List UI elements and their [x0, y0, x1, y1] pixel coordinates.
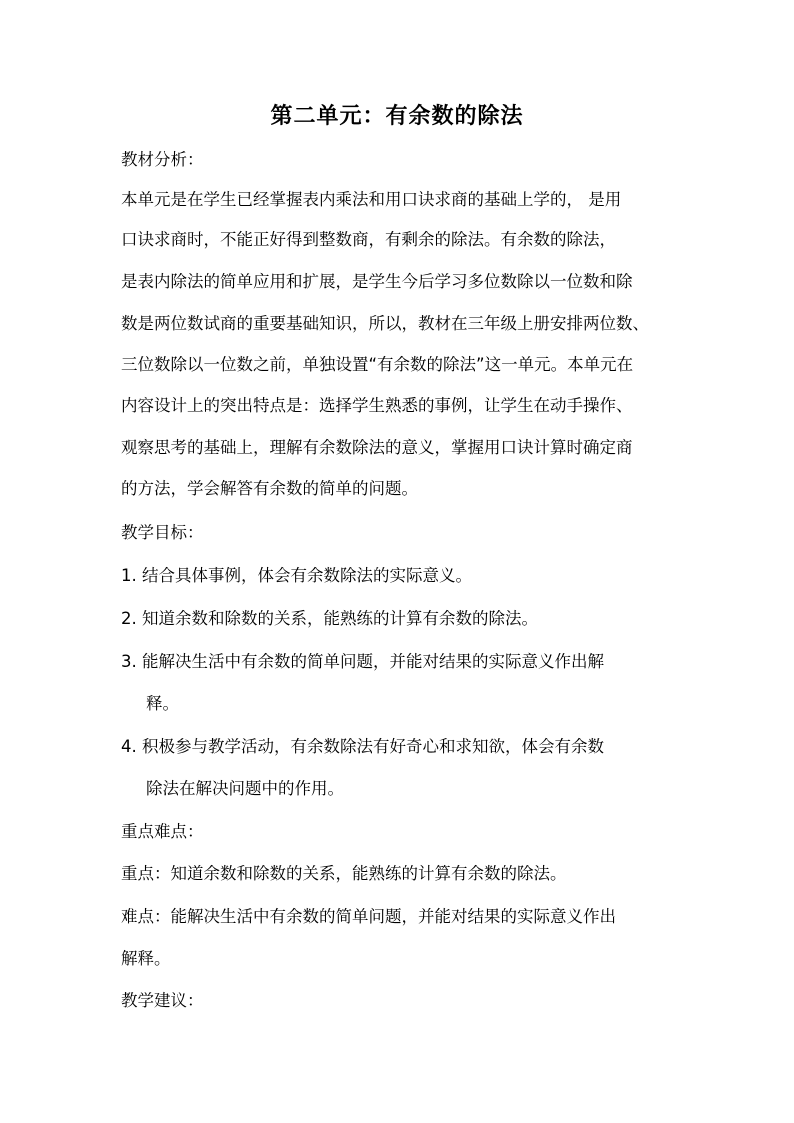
analysis-line: 本单元是在学生已经掌握表内乘法和用口诀求商的基础上学的， 是用: [121, 190, 622, 209]
analysis-line: 口诀求商时，不能正好得到整数商，有剩余的除法。有余数的除法，: [121, 230, 616, 249]
goal-item-continuation: 释。: [146, 694, 179, 713]
analysis-line: 是表内除法的简单应用和扩展，是学生今后学习多位数除以一位数和除: [121, 272, 633, 291]
section-heading-goals: 教学目标：: [121, 523, 204, 542]
analysis-line: 内容设计上的突出特点是：选择学生熟悉的事例，让学生在动手操作、: [121, 396, 633, 415]
goal-item: 1. 结合具体事例，体会有余数除法的实际意义。: [121, 566, 472, 585]
section-heading-suggestions: 教学建议：: [121, 991, 204, 1010]
key-point-line: 重点：知道余数和除数的关系，能熟练的计算有余数的除法。: [121, 864, 567, 883]
goal-item: 3. 能解决生活中有余数的简单问题，并能对结果的实际意义作出解: [121, 652, 604, 671]
difficulty-line-continuation: 解释。: [121, 949, 171, 968]
analysis-line: 三位数除以一位数之前，单独设置“有余数的除法”这一单元。本单元在: [121, 355, 634, 374]
section-heading-key-points: 重点难点：: [121, 822, 204, 841]
section-heading-analysis: 教材分析：: [121, 150, 204, 169]
analysis-line: 数是两位数试商的重要基础知识，所以，教材在三年级上册安排两位数、: [121, 314, 649, 333]
analysis-line: 观察思考的基础上，理解有余数除法的意义，掌握用口诀计算时确定商: [121, 438, 633, 457]
goal-item: 4. 积极参与教学活动，有余数除法有好奇心和求知欲，体会有余数: [121, 737, 604, 756]
analysis-line: 的方法，学会解答有余数的简单的问题。: [121, 479, 418, 498]
goal-item: 2. 知道余数和除数的关系，能熟练的计算有余数的除法。: [121, 609, 538, 628]
goal-item-continuation: 除法在解决问题中的作用。: [146, 779, 344, 798]
page-title: 第二单元：有余数的除法: [270, 103, 524, 129]
difficulty-line: 难点：能解决生活中有余数的简单问题，并能对结果的实际意义作出: [121, 907, 616, 926]
